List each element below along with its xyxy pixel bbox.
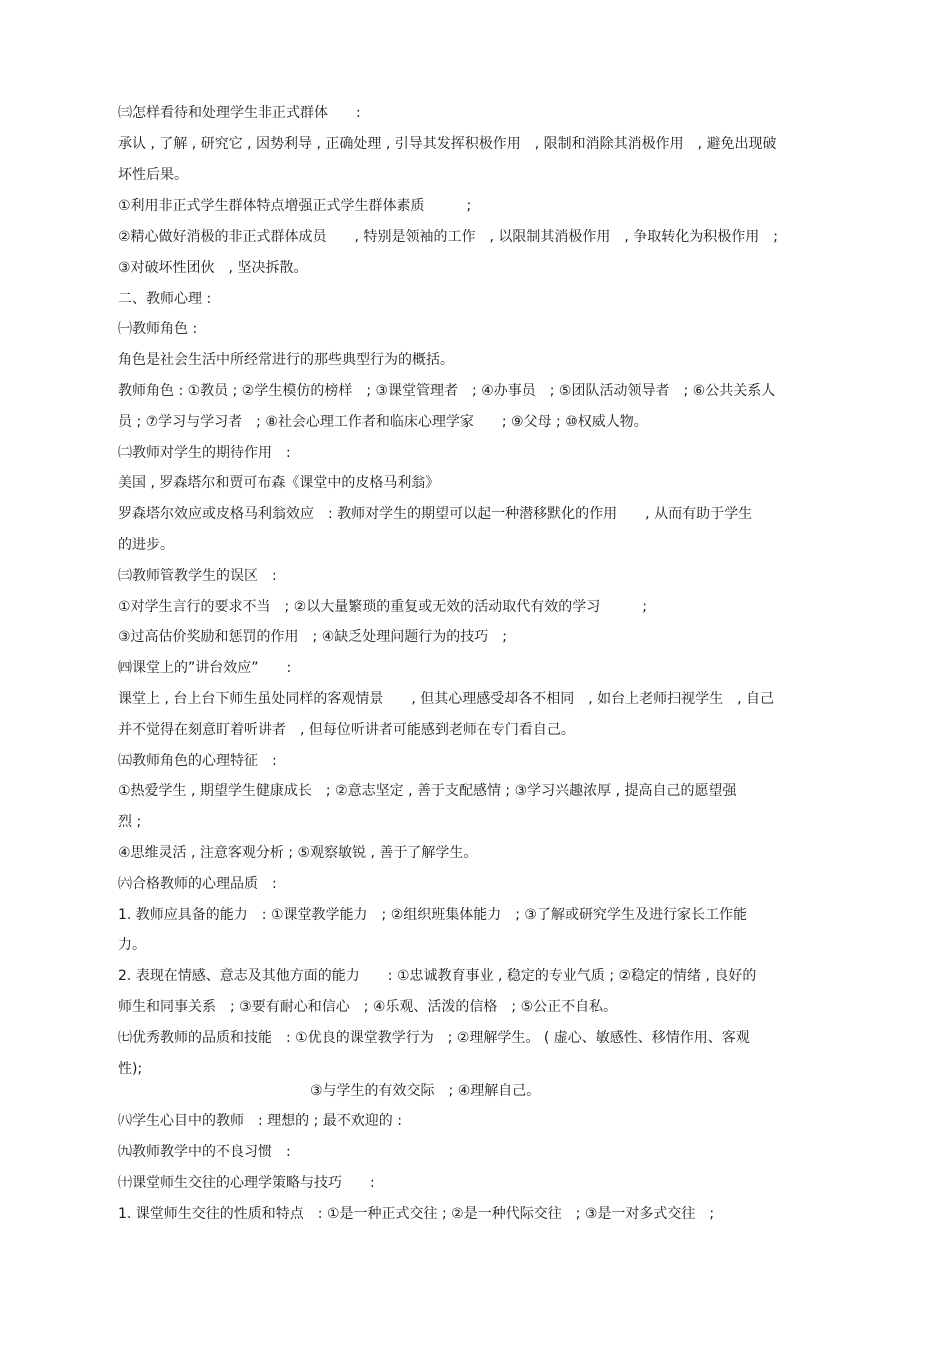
text-line: 烈 ; <box>118 814 142 830</box>
text-line: ㈣课堂上的”讲台效应” : <box>118 660 292 676</box>
text-line: ③对破坏性团伙 , 坚决拆散。 <box>118 260 308 276</box>
text-line: 并不觉得在刻意盯着听讲者 , 但每位听讲者可能感到老师在专门看自己。 <box>118 722 575 738</box>
text-line: 课堂上 , 台上台下师生虽处同样的客观情景 , 但其心理感受却各不相同 , 如台上老师扫视学生 , 自己 <box>118 691 775 707</box>
section-heading: 二、教师心理 : <box>118 291 212 307</box>
text-line: 角色是社会生活中所经常进行的那些典型行为的概括。 <box>118 352 454 368</box>
text-line: ①热爱学生 , 期望学生健康成长 ; ②意志坚定 , 善于支配感情 ; ③学习兴趣浓厚 , 提高自己的愿望强 <box>118 783 737 799</box>
text-line: ㈨教师教学中的不良习惯 : <box>118 1144 291 1160</box>
text-line: 教师角色 : ①教员 ; ②学生模仿的榜样 ; ③课堂管理者 ; ④办事员 ; ⑤团队活动领导者 ; ⑥公共关系人 <box>118 383 776 399</box>
text-line: 罗森塔尔效应或皮格马利翁效应 : 教师对学生的期望可以起一种潜移默化的作用 , 从而有助于学生 <box>118 506 753 522</box>
text-line: ㈦优秀教师的品质和技能 : ①优良的课堂教学行为 ; ②理解学生。 ( 虚心、敏感性、移情作用、客观 <box>118 1030 750 1046</box>
text-line: ①对学生言行的要求不当 ; ②以大量繁琐的重复或无效的活动取代有效的学习 ; <box>118 599 647 615</box>
text-line: 2. 表现在情感、意志及其他方面的能力 : ①忠诚教育事业 , 稳定的专业气质 ; ②稳定的情绪 , 良好的 <box>118 968 757 984</box>
text-line: ㈢怎样看待和处理学生非正式群体 : <box>118 105 361 121</box>
text-line: ①利用非正式学生群体特点增强正式学生群体素质 ; <box>118 198 472 214</box>
text-line: ㈤教师角色的心理特征 : <box>118 753 277 769</box>
text-line-indented: ③与学生的有效交际 ; ④理解自己。 <box>310 1083 541 1099</box>
text-line: 的进步。 <box>118 537 174 553</box>
text-line: 坏性后果。 <box>118 167 188 183</box>
text-line: ㈡教师对学生的期待作用 : <box>118 445 291 461</box>
text-line: ④思维灵活 , 注意客观分析 ; ⑤观察敏锐 , 善于了解学生。 <box>118 845 478 861</box>
text-line: 美国 , 罗森塔尔和贾可布森《课堂中的皮格马利翁》 <box>118 475 440 491</box>
text-line: 1. 课堂师生交往的性质和特点 : ①是一种正式交往 ; ②是一种代际交往 ; ③是一对多式交往 ; <box>118 1206 715 1222</box>
text-line: 承认 , 了解 , 研究它 , 因势利导 , 正确处理 , 引导其发挥积极作用 , 限制和消除其消极作用 , 避免出现破 <box>118 136 777 152</box>
text-line: ③过高估价奖励和惩罚的作用 ; ④缺乏处理问题行为的技巧 ; <box>118 629 507 645</box>
text-line: ㈩课堂师生交往的心理学策略与技巧 : <box>118 1175 375 1191</box>
text-line: ②精心做好消极的非正式群体成员 , 特别是领袖的工作 , 以限制其消极作用 , 争取转化为积极作用 ; <box>118 229 778 245</box>
text-line: ㈧学生心目中的教师 : 理想的 ; 最不欢迎的 : <box>118 1113 402 1129</box>
text-line: 力。 <box>118 937 146 953</box>
text-line: ㈢教师管教学生的误区 : <box>118 568 277 584</box>
text-line: 员 ; ⑦学习与学习者 ; ⑧社会心理工作者和临床心理学家 ; ⑨父母 ; ⑩权威人物。 <box>118 414 648 430</box>
text-line: ㈠教师角色 : <box>118 321 198 337</box>
text-line: ㈥合格教师的心理品质 : <box>118 876 277 892</box>
text-line: 1. 教师应具备的能力 : ①课堂教学能力 ; ②组织班集体能力 ; ③了解或研究学生及进行家长工作能 <box>118 907 747 923</box>
text-line: 师生和同事关系 ; ③要有耐心和信心 ; ④乐观、活泼的信格 ; ⑤公正不自私。 <box>118 999 618 1015</box>
text-line: 性); <box>118 1061 143 1077</box>
